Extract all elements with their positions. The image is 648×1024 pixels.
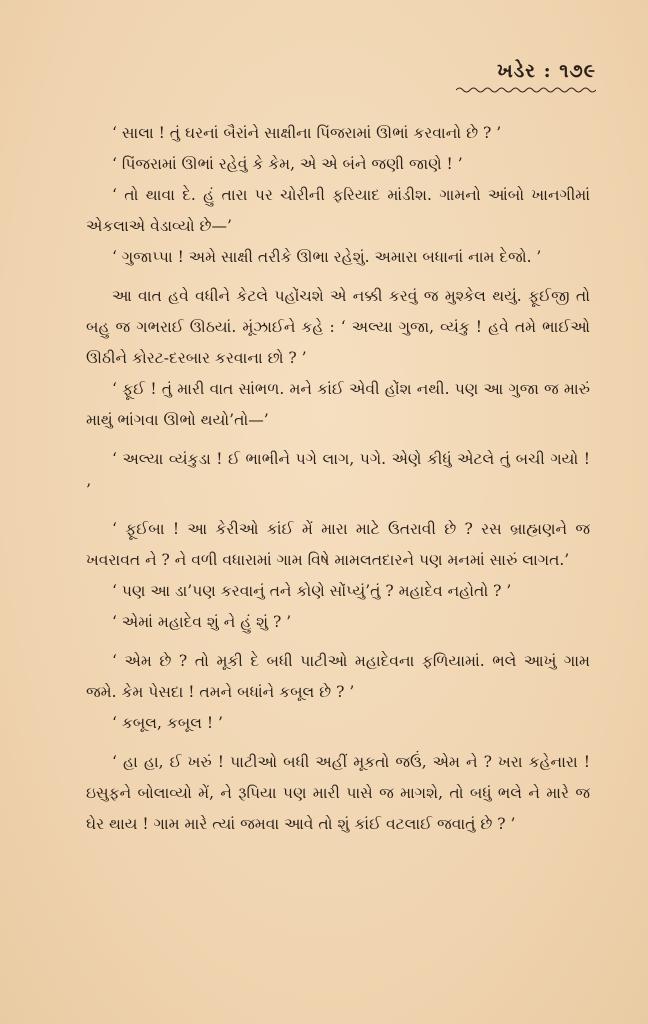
paragraph-4: ‘ ગુજાપ્પા ! અમે સાક્ષી તરીકે ઊભા રહેશું. અમારા બધાનાં નામ દેજો. ’	[112, 248, 542, 266]
paragraph-3: ‘ તો થાવા દે. હું તારા પર ચોરીની ફરિયાદ માંડીશ. ગામનો આંબો ખાનગીમાં એકલાએ વેડાવ્યો છે—’	[86, 186, 590, 235]
header-ornament-rule	[456, 86, 596, 94]
paragraph-13: ‘ હા હા, ઈ ખરું ! પાટીઓ બધી અહીં મૂકતો જઉં, એમ ને ? ખરા કહેનારા ! ઇસુફને બોલાવ્યો મેં, ને રૂપિયા પણ મારી પાસે જ માગશે, તો બધું ભલે ને મારે જ ઘેર થાય ! ગામ મારે ત્યાં જમવા આવે તો શું કાંઈ વટલાઈ જવાતું છે ? ’	[86, 753, 590, 833]
running-title: ખડેર : ૧૭૯	[497, 60, 596, 82]
paragraph-8: ‘ ફૂઈબા ! આ કેરીઓ કાંઈ મેં મારા માટે ઉતરાવી છે ? રસ બ્રાહ્મણને જ ખવરાવત ને ? ને વળી વધારામાં ગામ વિષે મામલતદારને પણ મનમાં સારું લાગત.’	[86, 520, 590, 569]
page-header	[456, 60, 596, 94]
paragraph-1: ‘ સાલા ! તું ઘરનાં બૈરાંને સાક્ષીના પિંજરામાં ઊભાં કરવાનો છે ? ’	[112, 124, 502, 142]
paragraph-7: ‘ અલ્યા વ્યંકુડા ! ઈ ભાભીને પગે લાગ, પગે. એણે કીધું એટલે તું બચી ગયો ! ’	[86, 450, 590, 499]
paragraph-11: ‘ એમ છે ? તો મૂકી દે બધી પાટીઓ મહાદેવના ફળિયામાં. ભલે આખું ગામ જમે. કેમ પેસદા ! તમને બધાંને કબૂલ છે ? ’	[86, 652, 590, 701]
paragraph-6: ‘ ફૂઈ ! તું મારી વાત સાંભળ. મને કાંઈ એવી હોંશ નથી. પણ આ ગુજા જ મારું માથું ભાંગવા ઊભો થયો’તો—’	[86, 380, 590, 429]
paragraph-10: ‘ એમાં મહાદેવ શું ને હું શું ? ’	[112, 613, 292, 631]
paragraph-5: આ વાત હવે વધીને કેટલે પહોંચશે એ નક્કી કરવું જ મુશ્કેલ થયું. ફૂઈજી તો બહુ જ ગભરાઈ ઊઠયાં. મૂંઝાઈને કહે : ‘ અલ્યા ગુજા, વ્યંકુ ! હવે તમે ભાઈઓ ઊઠીને કોરટ-દરબાર કરવાના છો ? ’	[86, 287, 590, 367]
paragraph-2: ‘ પિંજરામાં ઊભાં રહેવું કે કેમ, એ એ બંને જણી જાણે ! ’	[112, 155, 463, 173]
paragraph-9: ‘ પણ આ ડા’પણ કરવાનું તને કોણે સોંપ્યું’તું ? મહાદેવ નહોતો ? ’	[112, 582, 512, 600]
paragraph-12: ‘ કબૂલ, કબૂલ ! ’	[112, 714, 223, 732]
body-text	[86, 118, 590, 840]
